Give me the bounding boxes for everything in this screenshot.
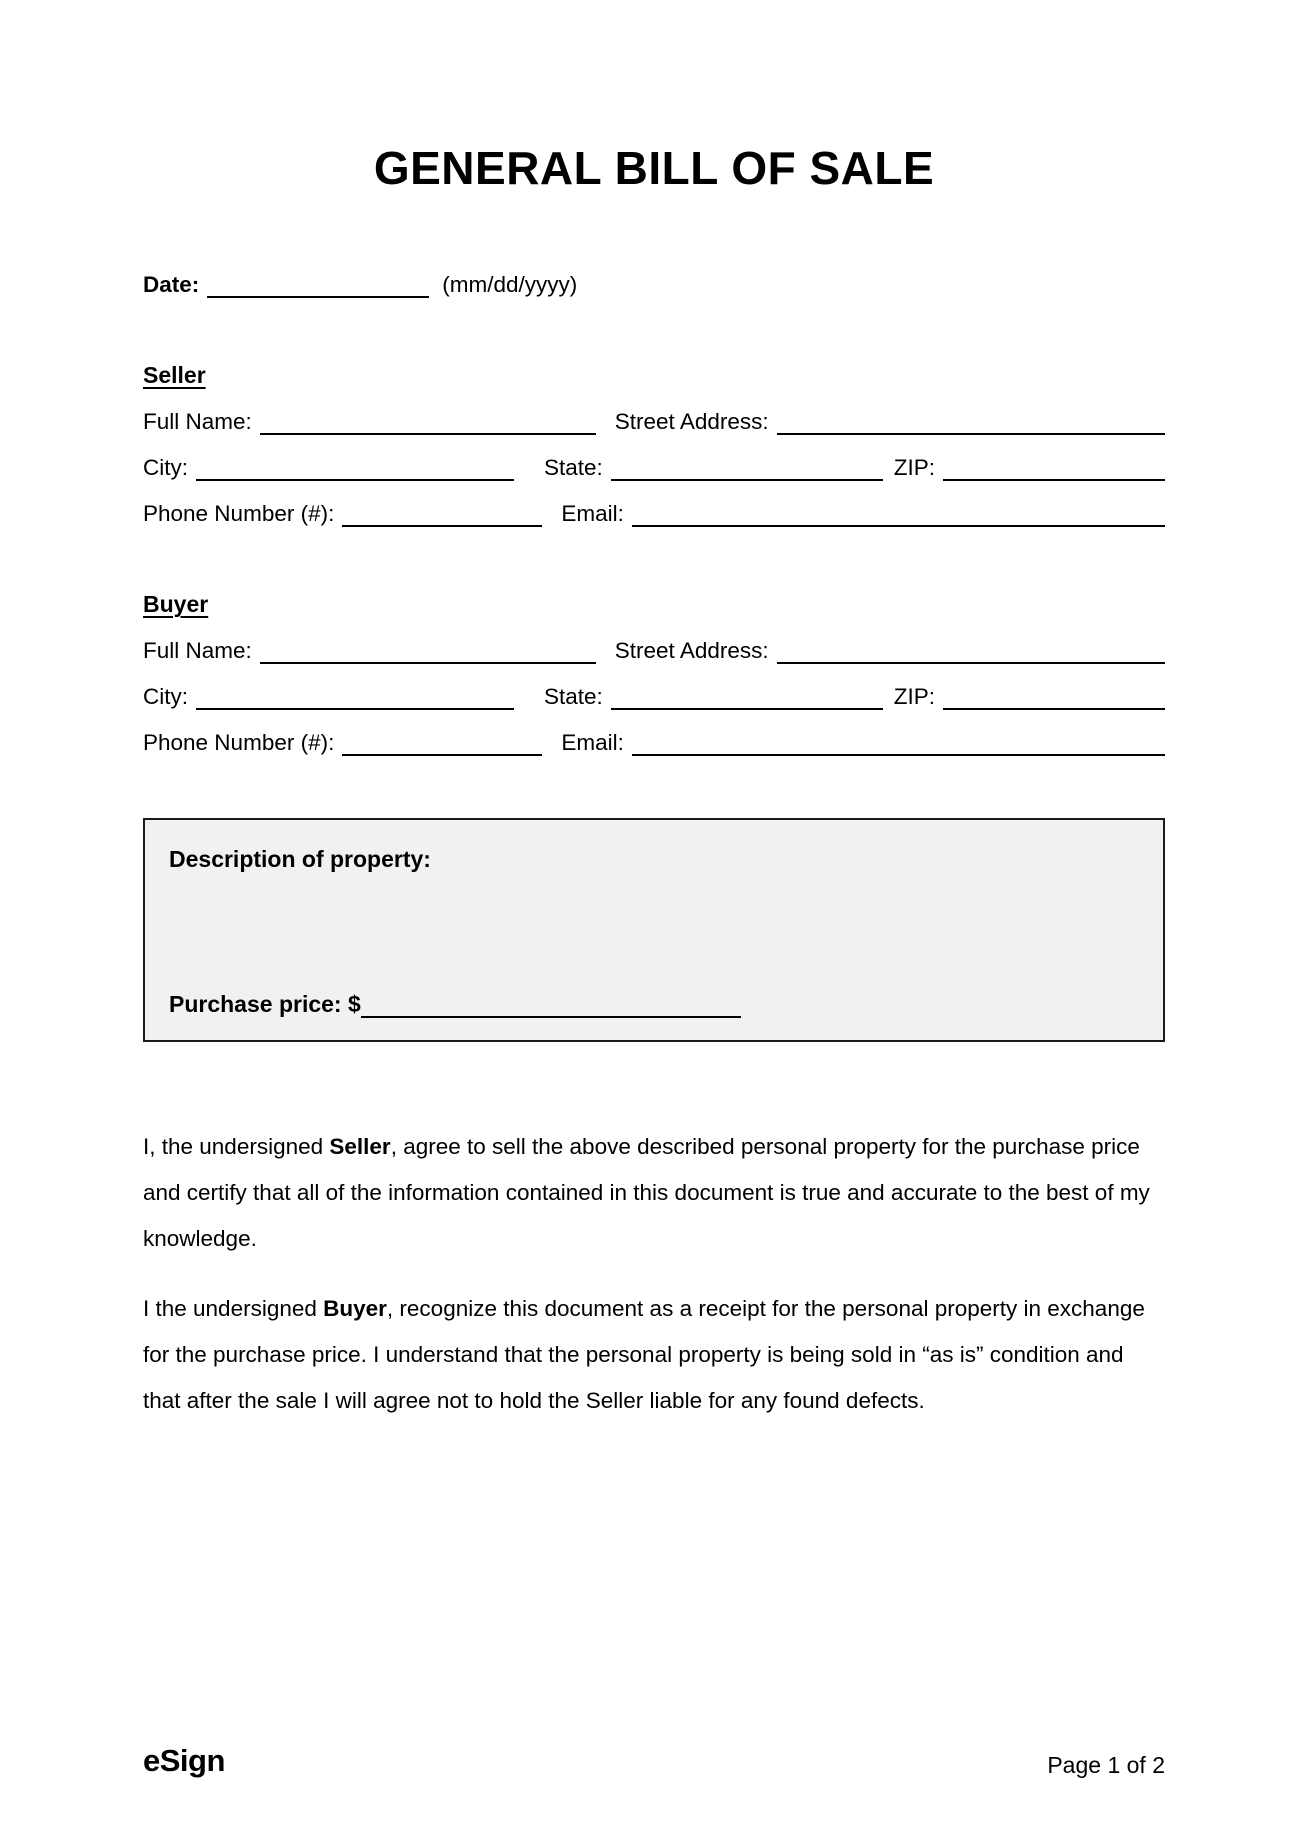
buyer-clause-suffix: , recognize this document as a receipt for the personal property in exchange for the purchase price. I understand that the personal property is being sold in “as is” condition and that after the sale I will agree not to hold the Seller liable for any found defects.: [143, 1296, 1145, 1413]
buyer-full-name-label: Full Name:: [143, 638, 252, 663]
seller-city-state-zip-row: [143, 454, 1165, 481]
buyer-phone-email-row: [143, 729, 1165, 756]
buyer-street-address-label: Street Address:: [614, 638, 769, 663]
buyer-agreement-clause: [143, 1286, 1165, 1424]
seller-email-blank[interactable]: [632, 502, 1165, 527]
buyer-city-label: City:: [143, 684, 188, 709]
seller-section: [143, 362, 1165, 527]
buyer-name-address-row: [143, 637, 1165, 664]
page-footer: [143, 1743, 1165, 1779]
buyer-city-blank[interactable]: [196, 685, 514, 710]
buyer-section: [143, 591, 1165, 756]
date-blank[interactable]: [207, 273, 429, 298]
buyer-state-label: State:: [544, 684, 603, 709]
seller-clause-prefix: I, the undersigned: [143, 1134, 330, 1159]
purchase-price-label: Purchase price: $: [169, 991, 361, 1017]
seller-phone-blank[interactable]: [342, 502, 542, 527]
seller-city-label: City:: [143, 455, 188, 480]
buyer-email-blank[interactable]: [632, 731, 1165, 756]
seller-phone-label: Phone Number (#):: [143, 501, 335, 526]
seller-state-label: State:: [544, 455, 603, 480]
seller-full-name-label: Full Name:: [143, 409, 252, 434]
buyer-phone-label: Phone Number (#):: [143, 730, 335, 755]
seller-email-label: Email:: [561, 501, 624, 526]
seller-zip-blank[interactable]: [943, 456, 1165, 481]
property-description-heading: Description of property:: [169, 846, 431, 872]
buyer-clause-prefix: I the undersigned: [143, 1296, 324, 1321]
buyer-zip-label: ZIP:: [893, 684, 936, 709]
property-description-box: [143, 818, 1165, 1042]
seller-agreement-clause: [143, 1124, 1165, 1262]
seller-city-blank[interactable]: [196, 456, 514, 481]
page-indicator: Page 1 of 2: [1047, 1752, 1165, 1778]
seller-zip-label: ZIP:: [893, 455, 936, 480]
seller-state-blank[interactable]: [611, 456, 883, 481]
buyer-city-state-zip-row: [143, 683, 1165, 710]
seller-phone-email-row: [143, 500, 1165, 527]
date-format-hint: (mm/dd/yyyy): [442, 272, 578, 297]
buyer-heading: Buyer: [143, 591, 209, 617]
seller-name-address-row: [143, 408, 1165, 435]
seller-clause-suffix: , agree to sell the above described personal property for the purchase price and certify that all of the information contained in this document is true and accurate to the best of my knowledge.: [143, 1134, 1150, 1251]
buyer-state-blank[interactable]: [611, 685, 883, 710]
buyer-street-address-blank[interactable]: [777, 639, 1165, 664]
buyer-zip-blank[interactable]: [943, 685, 1165, 710]
seller-full-name-blank[interactable]: [260, 410, 596, 435]
date-label: Date:: [143, 272, 200, 297]
esign-logo: eSign: [143, 1743, 225, 1778]
purchase-price-blank[interactable]: [361, 993, 741, 1018]
buyer-phone-blank[interactable]: [342, 731, 542, 756]
seller-heading: Seller: [143, 362, 206, 388]
seller-street-address-label: Street Address:: [614, 409, 769, 434]
property-description-area[interactable]: [169, 873, 1139, 991]
buyer-clause-term: Buyer: [323, 1296, 387, 1321]
page-title: GENERAL BILL OF SALE: [373, 142, 935, 194]
buyer-full-name-blank[interactable]: [260, 639, 596, 664]
seller-street-address-blank[interactable]: [777, 410, 1165, 435]
bill-of-sale-page: [0, 142, 1308, 1424]
buyer-email-label: Email:: [561, 730, 624, 755]
date-row: [143, 271, 1165, 298]
purchase-price-row: [169, 991, 1139, 1018]
seller-clause-term: Seller: [329, 1134, 391, 1159]
